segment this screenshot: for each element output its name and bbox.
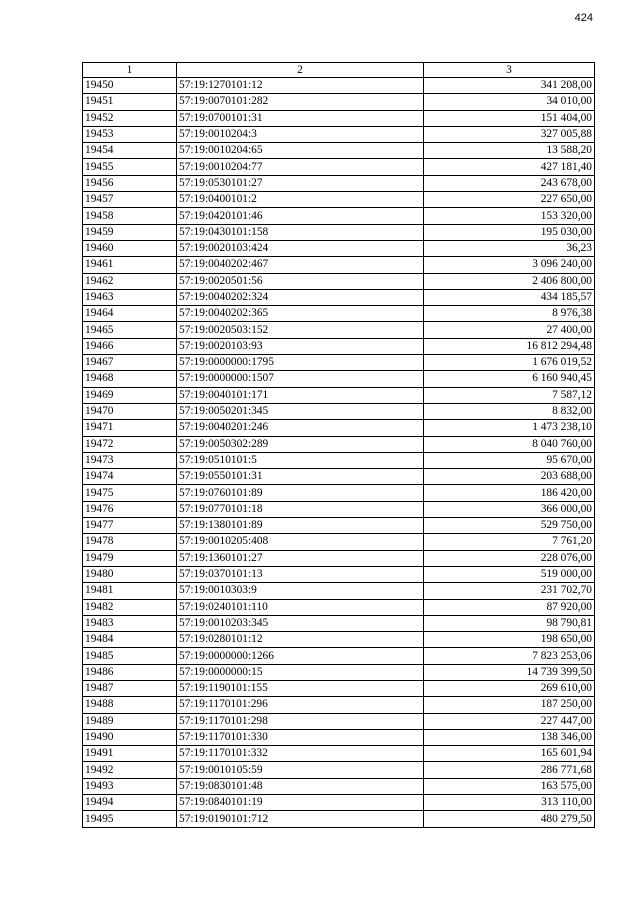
- value-cell: 341 208,00: [424, 78, 595, 94]
- cadastral-number-cell: 57:19:0840101:19: [177, 795, 424, 811]
- row-number-cell: 19457: [83, 192, 177, 208]
- cadastral-number-cell: 57:19:0010204:77: [177, 159, 424, 175]
- cadastral-number-cell: 57:19:0010105:59: [177, 762, 424, 778]
- row-number-cell: 19481: [83, 583, 177, 599]
- registry-table: [82, 62, 595, 828]
- table-row: [83, 713, 595, 729]
- row-number-cell: 19478: [83, 534, 177, 550]
- value-cell: 36,23: [424, 240, 595, 256]
- value-cell: 8 832,00: [424, 403, 595, 419]
- row-number-cell: 19468: [83, 371, 177, 387]
- table-row: [83, 583, 595, 599]
- value-cell: 434 185,57: [424, 289, 595, 305]
- row-number-cell: 19494: [83, 795, 177, 811]
- table-row: [83, 550, 595, 566]
- table-row: [83, 680, 595, 696]
- row-number-cell: 19465: [83, 322, 177, 338]
- table-row: [83, 240, 595, 256]
- table-row: [83, 778, 595, 794]
- row-number-cell: 19477: [83, 518, 177, 534]
- table-row: [83, 452, 595, 468]
- cadastral-number-cell: 57:19:0420101:46: [177, 208, 424, 224]
- row-number-cell: 19473: [83, 452, 177, 468]
- cadastral-number-cell: 57:19:0010205:408: [177, 534, 424, 550]
- row-number-cell: 19488: [83, 697, 177, 713]
- table-row: [83, 746, 595, 762]
- table-row: [83, 664, 595, 680]
- table-row: [83, 518, 595, 534]
- value-cell: 87 920,00: [424, 599, 595, 615]
- cadastral-number-cell: 57:19:0020103:424: [177, 240, 424, 256]
- table-row: [83, 403, 595, 419]
- value-cell: 186 420,00: [424, 485, 595, 501]
- table-row: [83, 762, 595, 778]
- row-number-cell: 19450: [83, 78, 177, 94]
- cadastral-number-cell: 57:19:0280101:12: [177, 632, 424, 648]
- row-number-cell: 19490: [83, 729, 177, 745]
- table-row: [83, 420, 595, 436]
- cadastral-number-cell: 57:19:1190101:155: [177, 680, 424, 696]
- value-cell: 13 588,20: [424, 143, 595, 159]
- value-cell: 27 400,00: [424, 322, 595, 338]
- row-number-cell: 19459: [83, 224, 177, 240]
- row-number-cell: 19479: [83, 550, 177, 566]
- table-row: [83, 273, 595, 289]
- table-row: [83, 436, 595, 452]
- table-row: [83, 795, 595, 811]
- value-cell: 7 587,12: [424, 387, 595, 403]
- row-number-cell: 19461: [83, 257, 177, 273]
- column-header-1: 1: [83, 63, 177, 78]
- value-cell: 286 771,68: [424, 762, 595, 778]
- row-number-cell: 19470: [83, 403, 177, 419]
- table-row: [83, 110, 595, 126]
- table-row: [83, 729, 595, 745]
- cadastral-number-cell: 57:19:1360101:27: [177, 550, 424, 566]
- row-number-cell: 19480: [83, 566, 177, 582]
- row-number-cell: 19455: [83, 159, 177, 175]
- table-row: [83, 159, 595, 175]
- table-row: [83, 632, 595, 648]
- cadastral-number-cell: 57:19:0040201:246: [177, 420, 424, 436]
- cadastral-number-cell: 57:19:0240101:110: [177, 599, 424, 615]
- row-number-cell: 19476: [83, 501, 177, 517]
- row-number-cell: 19483: [83, 615, 177, 631]
- value-cell: 8 976,38: [424, 306, 595, 322]
- cadastral-number-cell: 57:19:0040202:365: [177, 306, 424, 322]
- value-cell: 243 678,00: [424, 175, 595, 191]
- row-number-cell: 19485: [83, 648, 177, 664]
- table-row: [83, 387, 595, 403]
- cadastral-number-cell: 57:19:0010303:9: [177, 583, 424, 599]
- table-row: [83, 289, 595, 305]
- cadastral-number-cell: 57:19:0400101:2: [177, 192, 424, 208]
- row-number-cell: 19466: [83, 338, 177, 354]
- row-number-cell: 19482: [83, 599, 177, 615]
- value-cell: 7 761,20: [424, 534, 595, 550]
- row-number-cell: 19474: [83, 469, 177, 485]
- row-number-cell: 19469: [83, 387, 177, 403]
- value-cell: 7 823 253,06: [424, 648, 595, 664]
- row-number-cell: 19495: [83, 811, 177, 827]
- row-number-cell: 19486: [83, 664, 177, 680]
- row-number-cell: 19451: [83, 94, 177, 110]
- cadastral-number-cell: 57:19:0020503:152: [177, 322, 424, 338]
- table-body: [83, 78, 595, 828]
- value-cell: 138 346,00: [424, 729, 595, 745]
- cadastral-number-cell: 57:19:0530101:27: [177, 175, 424, 191]
- cadastral-number-cell: 57:19:0020103:93: [177, 338, 424, 354]
- value-cell: 366 000,00: [424, 501, 595, 517]
- cadastral-number-cell: 57:19:0830101:48: [177, 778, 424, 794]
- row-number-cell: 19456: [83, 175, 177, 191]
- table-row: [83, 208, 595, 224]
- row-number-cell: 19475: [83, 485, 177, 501]
- value-cell: 227 650,00: [424, 192, 595, 208]
- table-row: [83, 469, 595, 485]
- table-row: [83, 534, 595, 550]
- cadastral-number-cell: 57:19:1170101:298: [177, 713, 424, 729]
- table-row: [83, 355, 595, 371]
- cadastral-number-cell: 57:19:0040202:467: [177, 257, 424, 273]
- row-number-cell: 19467: [83, 355, 177, 371]
- table-header-row: [83, 63, 595, 78]
- row-number-cell: 19462: [83, 273, 177, 289]
- cadastral-number-cell: 57:19:0050302:289: [177, 436, 424, 452]
- row-number-cell: 19458: [83, 208, 177, 224]
- table-row: [83, 501, 595, 517]
- table-row: [83, 78, 595, 94]
- row-number-cell: 19487: [83, 680, 177, 696]
- cadastral-number-cell: 57:19:0760101:89: [177, 485, 424, 501]
- table-row: [83, 599, 595, 615]
- cadastral-number-cell: 57:19:0010204:65: [177, 143, 424, 159]
- value-cell: 187 250,00: [424, 697, 595, 713]
- value-cell: 3 096 240,00: [424, 257, 595, 273]
- cadastral-number-cell: 57:19:0000000:1795: [177, 355, 424, 371]
- cadastral-number-cell: 57:19:1380101:89: [177, 518, 424, 534]
- cadastral-number-cell: 57:19:0000000:1266: [177, 648, 424, 664]
- value-cell: 529 750,00: [424, 518, 595, 534]
- value-cell: 327 005,88: [424, 126, 595, 142]
- table-row: [83, 485, 595, 501]
- value-cell: 2 406 800,00: [424, 273, 595, 289]
- table-row: [83, 306, 595, 322]
- table-row: [83, 648, 595, 664]
- value-cell: 203 688,00: [424, 469, 595, 485]
- value-cell: 151 404,00: [424, 110, 595, 126]
- row-number-cell: 19453: [83, 126, 177, 142]
- row-number-cell: 19491: [83, 746, 177, 762]
- row-number-cell: 19492: [83, 762, 177, 778]
- value-cell: 227 447,00: [424, 713, 595, 729]
- value-cell: 195 030,00: [424, 224, 595, 240]
- value-cell: 1 473 238,10: [424, 420, 595, 436]
- column-header-3: 3: [424, 63, 595, 78]
- value-cell: 269 610,00: [424, 680, 595, 696]
- cadastral-number-cell: 57:19:0010204:3: [177, 126, 424, 142]
- value-cell: 165 601,94: [424, 746, 595, 762]
- value-cell: 519 000,00: [424, 566, 595, 582]
- value-cell: 98 790,81: [424, 615, 595, 631]
- table-row: [83, 566, 595, 582]
- row-number-cell: 19464: [83, 306, 177, 322]
- cadastral-number-cell: 57:19:0070101:282: [177, 94, 424, 110]
- value-cell: 34 010,00: [424, 94, 595, 110]
- cadastral-number-cell: 57:19:0190101:712: [177, 811, 424, 827]
- value-cell: 427 181,40: [424, 159, 595, 175]
- table-row: [83, 811, 595, 827]
- value-cell: 6 160 940,45: [424, 371, 595, 387]
- table-row: [83, 371, 595, 387]
- row-number-cell: 19472: [83, 436, 177, 452]
- cadastral-number-cell: 57:19:0040101:171: [177, 387, 424, 403]
- cadastral-number-cell: 57:19:1270101:12: [177, 78, 424, 94]
- value-cell: 480 279,50: [424, 811, 595, 827]
- row-number-cell: 19460: [83, 240, 177, 256]
- value-cell: 1 676 019,52: [424, 355, 595, 371]
- value-cell: 228 076,00: [424, 550, 595, 566]
- table-row: [83, 697, 595, 713]
- table-row: [83, 257, 595, 273]
- row-number-cell: 19463: [83, 289, 177, 305]
- cadastral-number-cell: 57:19:1170101:332: [177, 746, 424, 762]
- cadastral-number-cell: 57:19:0370101:13: [177, 566, 424, 582]
- row-number-cell: 19454: [83, 143, 177, 159]
- cadastral-number-cell: 57:19:0770101:18: [177, 501, 424, 517]
- table-row: [83, 224, 595, 240]
- row-number-cell: 19493: [83, 778, 177, 794]
- value-cell: 163 575,00: [424, 778, 595, 794]
- row-number-cell: 19489: [83, 713, 177, 729]
- value-cell: 16 812 294,48: [424, 338, 595, 354]
- cadastral-number-cell: 57:19:0000000:1507: [177, 371, 424, 387]
- cadastral-number-cell: 57:19:0000000:15: [177, 664, 424, 680]
- row-number-cell: 19471: [83, 420, 177, 436]
- value-cell: 95 670,00: [424, 452, 595, 468]
- cadastral-number-cell: 57:19:0040202:324: [177, 289, 424, 305]
- cadastral-number-cell: 57:19:0020501:56: [177, 273, 424, 289]
- table-row: [83, 615, 595, 631]
- value-cell: 313 110,00: [424, 795, 595, 811]
- row-number-cell: 19484: [83, 632, 177, 648]
- value-cell: 231 702,70: [424, 583, 595, 599]
- table-row: [83, 94, 595, 110]
- cadastral-number-cell: 57:19:1170101:296: [177, 697, 424, 713]
- table-row: [83, 175, 595, 191]
- column-header-2: 2: [177, 63, 424, 78]
- cadastral-number-cell: 57:19:0550101:31: [177, 469, 424, 485]
- table-row: [83, 126, 595, 142]
- table-row: [83, 192, 595, 208]
- cadastral-number-cell: 57:19:0010203:345: [177, 615, 424, 631]
- value-cell: 14 739 399,50: [424, 664, 595, 680]
- cadastral-number-cell: 57:19:0050201:345: [177, 403, 424, 419]
- value-cell: 198 650,00: [424, 632, 595, 648]
- page-number: 424: [574, 12, 593, 24]
- table-row: [83, 143, 595, 159]
- cadastral-number-cell: 57:19:1170101:330: [177, 729, 424, 745]
- row-number-cell: 19452: [83, 110, 177, 126]
- table-row: [83, 338, 595, 354]
- value-cell: 153 320,00: [424, 208, 595, 224]
- cadastral-number-cell: 57:19:0430101:158: [177, 224, 424, 240]
- cadastral-number-cell: 57:19:0510101:5: [177, 452, 424, 468]
- value-cell: 8 040 760,00: [424, 436, 595, 452]
- table-row: [83, 322, 595, 338]
- cadastral-number-cell: 57:19:0700101:31: [177, 110, 424, 126]
